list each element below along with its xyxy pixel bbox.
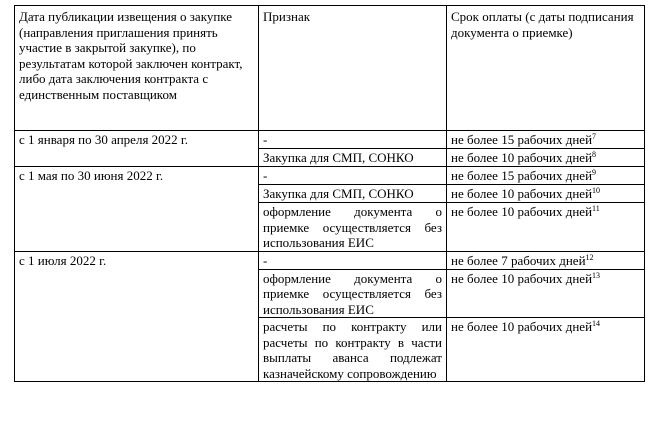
- sign-cell: -: [259, 131, 447, 149]
- table-row: [15, 131, 645, 149]
- sign-cell: Закупка для СМП, СОНКО: [259, 185, 447, 203]
- footnote-ref: 8: [592, 150, 597, 159]
- table-row: [15, 251, 645, 269]
- footnote-ref: 11: [592, 204, 600, 213]
- term-cell: [447, 185, 645, 203]
- footnote-ref: 10: [592, 186, 601, 195]
- term-cell: [447, 251, 645, 269]
- payment-terms-table: [14, 5, 645, 382]
- term-cell: [447, 131, 645, 149]
- header-publication-date: Дата публикации извещения о закупке (направления приглашения принять участие в закрытой закупке), по результатам которой заключен контракт, либо дата заключения контракта с единственным поставщиком: [15, 6, 259, 131]
- table-header-row: [15, 6, 645, 131]
- term-text: не более 10 рабочих дней: [451, 270, 593, 286]
- sign-cell: оформление документа о приемке осуществляется без использования ЕИС: [259, 269, 447, 318]
- term-text: не более 10 рабочих дней: [451, 204, 593, 219]
- footnote-ref: 7: [592, 132, 597, 141]
- period-cell: с 1 января по 30 апреля 2022 г.: [15, 131, 259, 167]
- table-row: [15, 167, 645, 185]
- sign-cell: -: [259, 251, 447, 269]
- footnote-ref: 13: [592, 270, 601, 280]
- sign-cell: -: [259, 167, 447, 185]
- term-cell: [447, 203, 645, 252]
- period-cell: с 1 мая по 30 июня 2022 г.: [15, 167, 259, 252]
- sign-cell: расчеты по контракту или расчеты по контракту в части выплаты аванса подлежат казначейскому сопровождению: [259, 318, 447, 382]
- term-text: не более 7 рабочих дней: [451, 252, 586, 268]
- term-cell: [447, 318, 645, 382]
- term-text: не более 10 рабочих дней: [451, 319, 593, 334]
- term-text: не более 10 рабочих дней: [451, 186, 593, 201]
- term-cell: [447, 269, 645, 318]
- footnote-ref: 12: [585, 252, 594, 262]
- term-cell: [447, 167, 645, 185]
- term-text: не более 15 рабочих дней: [451, 168, 593, 183]
- footnote-ref: 9: [592, 168, 597, 177]
- term-cell: [447, 149, 645, 167]
- term-text: не более 15 рабочих дней: [451, 132, 593, 147]
- header-sign: Признак: [259, 6, 447, 131]
- header-payment-term: Срок оплаты (с даты подписания документа о приемке): [447, 6, 645, 131]
- term-text: не более 10 рабочих дней: [451, 150, 593, 165]
- footnote-ref: 14: [592, 319, 601, 328]
- sign-cell: Закупка для СМП, СОНКО: [259, 149, 447, 167]
- period-cell: с 1 июля 2022 г.: [15, 251, 259, 382]
- sign-cell: оформление документа о приемке осуществляется без использования ЕИС: [259, 203, 447, 252]
